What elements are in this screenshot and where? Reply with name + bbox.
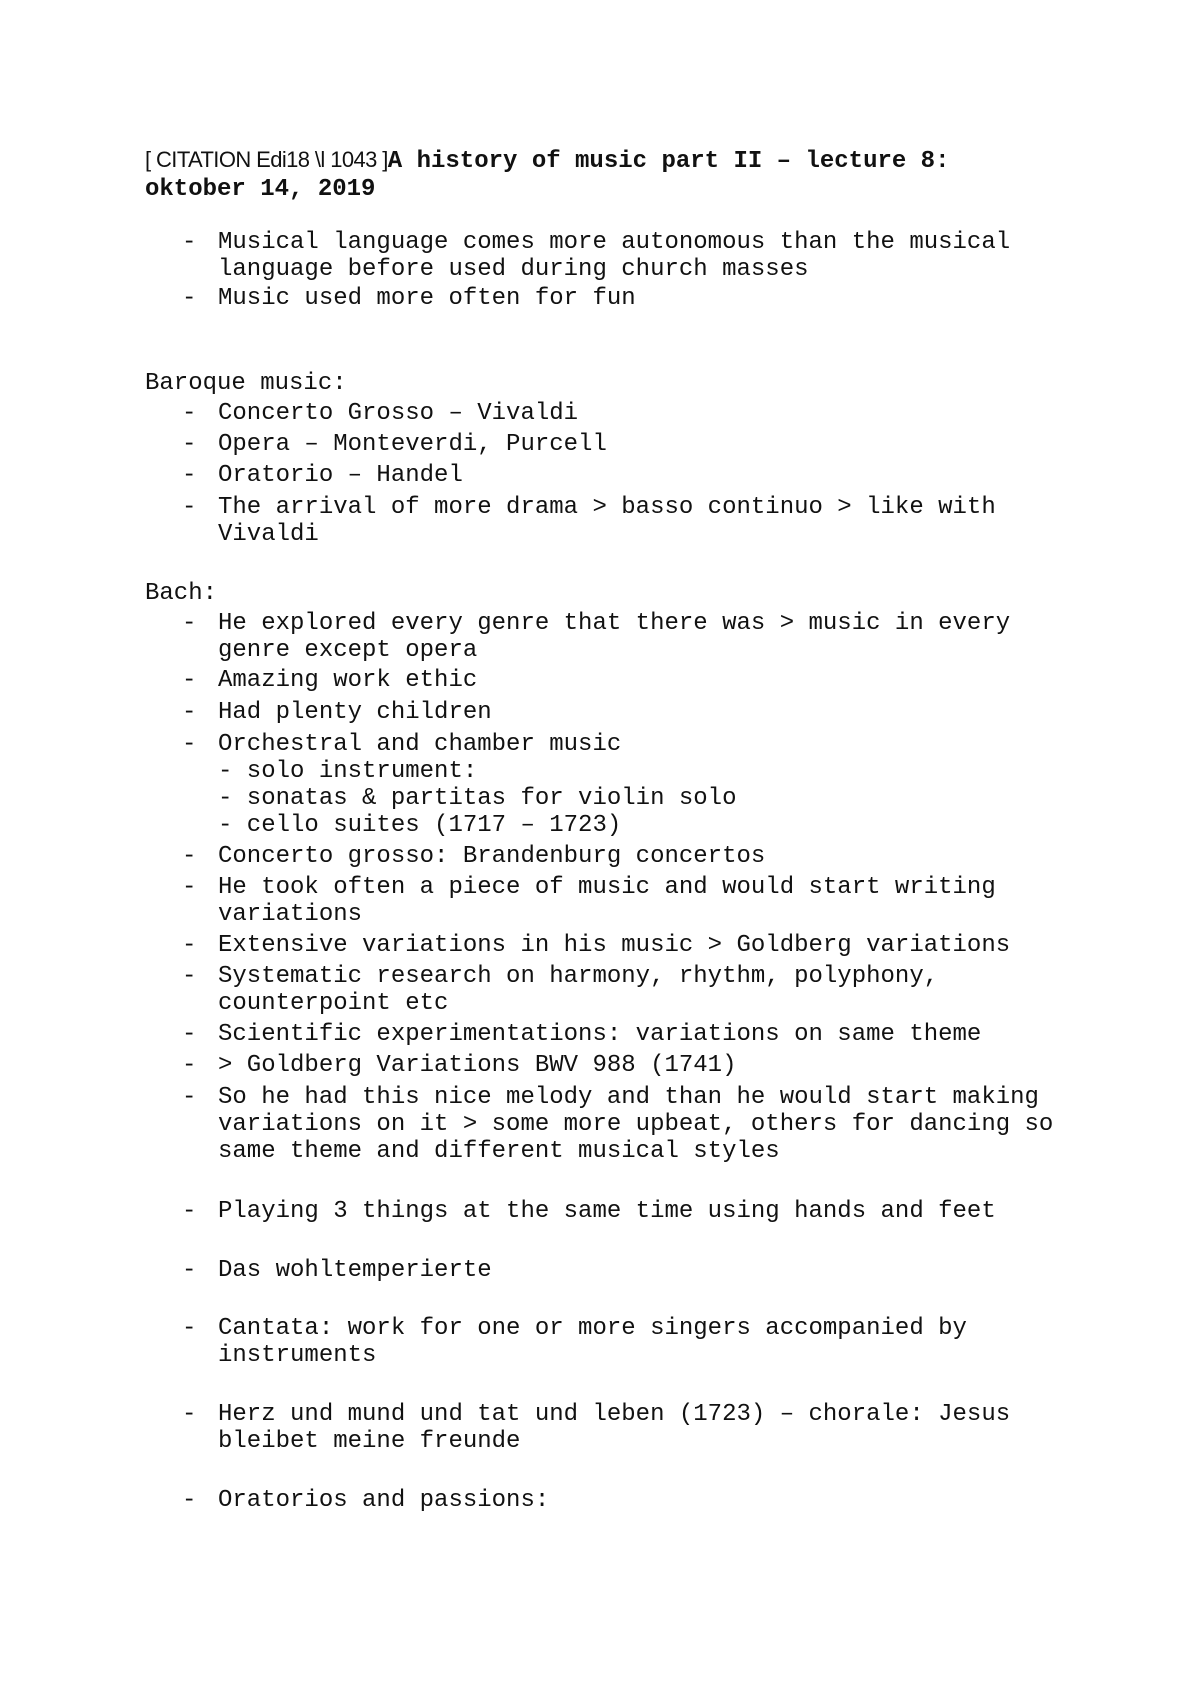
list-item-text: Playing 3 things at the same time using hands and feet — [218, 1198, 996, 1225]
list-item-text: So he had this nice melody and than he would start making variations on it > some more upbeat, others for dancing so same theme and different musical styles — [218, 1084, 1054, 1165]
list-item — [182, 285, 1102, 312]
bullet-dash: - — [182, 667, 197, 694]
list-item-text: Opera – Monteverdi, Purcell — [218, 431, 607, 458]
list-item-text: Cantata: work for one or more singers accompanied by instruments — [218, 1315, 967, 1369]
heading-title-line1: A history of music part II – lecture 8: — [387, 148, 950, 175]
list-item-text: Musical language comes more autonomous than the musical language before used during church masses — [218, 229, 1011, 283]
bullet-dash: - — [182, 843, 197, 870]
bullet-dash: - — [182, 494, 197, 521]
list-item — [182, 1257, 1102, 1284]
list-item — [182, 843, 1102, 870]
list-item — [182, 699, 1102, 726]
heading-title-line2: oktober 14, 2019 — [145, 176, 376, 203]
bullet-dash: - — [182, 699, 197, 726]
list-item — [182, 610, 1102, 664]
bullet-dash: - — [182, 932, 197, 959]
list-item — [182, 462, 1102, 489]
sub-item: - sonatas & partitas for violin solo — [218, 785, 737, 812]
bullet-dash: - — [182, 1257, 197, 1284]
bullet-dash: - — [182, 229, 197, 256]
bullet-dash: - — [182, 1198, 197, 1225]
bullet-dash: - — [182, 731, 197, 758]
bullet-dash: - — [182, 874, 197, 901]
list-item — [182, 1052, 1102, 1079]
list-item-text: Had plenty children — [218, 699, 492, 726]
list-item-text: Oratorios and passions: — [218, 1487, 550, 1514]
list-item — [182, 229, 1102, 283]
document-heading — [145, 146, 1105, 204]
list-item — [182, 1401, 1102, 1455]
list-item — [182, 431, 1102, 458]
bullet-dash: - — [182, 610, 197, 637]
list-item — [182, 731, 1102, 839]
list-item-text: Herz und mund und tat und leben (1723) – chorale: Jesus bleibet meine freunde — [218, 1401, 1011, 1455]
list-item-text: The arrival of more drama > basso continuo > like with Vivaldi — [218, 494, 996, 548]
sub-item: - cello suites (1717 – 1723) — [218, 812, 622, 839]
bullet-dash: - — [182, 1052, 197, 1079]
list-item — [182, 1315, 1102, 1369]
bullet-dash: - — [182, 400, 197, 427]
bullet-dash: - — [182, 1021, 197, 1048]
list-item-text: Orchestral and chamber music — [218, 731, 622, 758]
bullet-dash: - — [182, 1315, 197, 1342]
section-title-baroque: Baroque music: — [145, 370, 347, 397]
list-item-text: Systematic research on harmony, rhythm, polyphony, counterpoint etc — [218, 963, 939, 1017]
list-item — [182, 1198, 1102, 1225]
bullet-dash: - — [182, 285, 197, 312]
list-item-text: > Goldberg Variations BWV 988 (1741) — [218, 1052, 737, 1079]
list-item-text: He took often a piece of music and would start writing variations — [218, 874, 996, 928]
list-item-text: Scientific experimentations: variations on same theme — [218, 1021, 982, 1048]
list-item-text: Concerto grosso: Brandenburg concertos — [218, 843, 766, 870]
sub-item: - solo instrument: — [218, 758, 478, 785]
bullet-dash: - — [182, 462, 197, 489]
list-item-text: Concerto Grosso – Vivaldi — [218, 400, 579, 427]
list-item-text: He explored every genre that there was > music in every genre except opera — [218, 610, 1011, 664]
list-item-text: Music used more often for fun — [218, 285, 636, 312]
list-item — [182, 1084, 1102, 1165]
list-item — [182, 963, 1102, 1017]
bullet-dash: - — [182, 1401, 197, 1428]
list-item-text: Amazing work ethic — [218, 667, 478, 694]
section-title-bach: Bach: — [145, 580, 218, 607]
list-item-text: Extensive variations in his music > Goldberg variations — [218, 932, 1011, 959]
bullet-dash: - — [182, 1487, 197, 1514]
list-item — [182, 874, 1102, 928]
bullet-dash: - — [182, 1084, 197, 1111]
list-item — [182, 1021, 1102, 1048]
list-item — [182, 932, 1102, 959]
list-item — [182, 1487, 1102, 1514]
list-item — [182, 494, 1102, 548]
bullet-dash: - — [182, 431, 197, 458]
citation-field: [ CITATION Edi18 \l 1043 ] — [145, 147, 388, 172]
list-item-text: Das wohltemperierte — [218, 1257, 492, 1284]
bullet-dash: - — [182, 963, 197, 990]
list-item — [182, 667, 1102, 694]
list-item-text: Oratorio – Handel — [218, 462, 463, 489]
list-item — [182, 400, 1102, 427]
